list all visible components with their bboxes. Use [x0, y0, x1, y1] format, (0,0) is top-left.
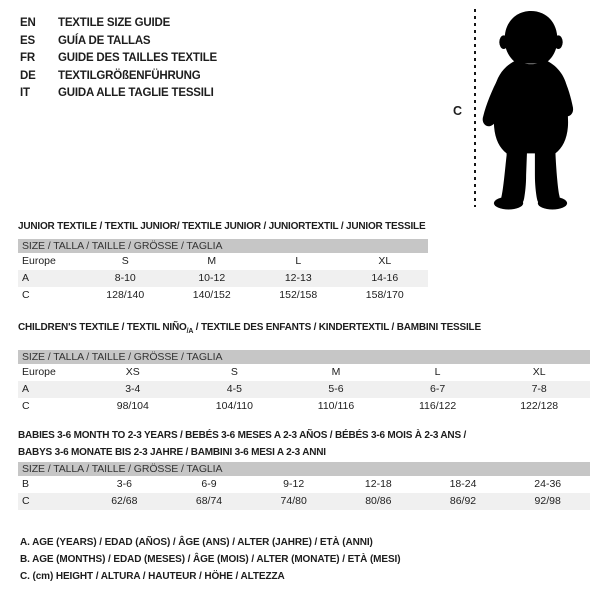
- table-cell: 3-4: [125, 383, 141, 395]
- guide-title-it: GUIDA ALLE TAGLIE TESSILI: [58, 87, 214, 99]
- table-cell: L: [295, 255, 302, 267]
- guide-title-de: TEXTILGRÖßENFÜHRUNG: [58, 69, 201, 82]
- junior-section-title: JUNIOR TEXTILE / TEXTIL JUNIOR/ TEXTILE JUNIOR / JUNIORTEXTIL / JUNIOR TESSILE: [18, 221, 426, 232]
- language-row-en: [20, 15, 217, 33]
- table-cell: 104/110: [215, 400, 253, 412]
- table-cell: 80/86: [365, 495, 392, 507]
- guide-title-fr: GUIDE DES TAILLES TEXTILE: [58, 52, 217, 64]
- table-cell: 6-9: [201, 478, 217, 490]
- table-cell: M: [207, 255, 217, 267]
- size-header-bar: SIZE / TALLA / TAILLE / GRÖSSE / TAGLIA: [18, 239, 428, 253]
- children-title-subscript: /A: [186, 328, 194, 335]
- height-figure: [450, 6, 598, 218]
- table-row-europe: [18, 253, 428, 270]
- table-row-height: [18, 493, 590, 510]
- table-cell: 6-7: [429, 383, 446, 395]
- table-cell: 116/122: [418, 400, 457, 412]
- table-cell: 18-24: [449, 478, 477, 490]
- language-row-de: [20, 68, 217, 86]
- table-cell: 92/98: [534, 495, 561, 507]
- language-row-it: [20, 85, 217, 103]
- table-row-europe: [18, 364, 590, 381]
- table-row-age: [18, 381, 590, 398]
- footnotes: [20, 534, 400, 585]
- toddler-silhouette-icon: [481, 9, 581, 210]
- footnote-age-years: A. AGE (YEARS) / EDAD (AÑOS) / ÂGE (ANS) / ALTER (JAHRE) / ETÀ (ANNI): [20, 537, 373, 548]
- table-cell: 10-12: [198, 272, 226, 284]
- language-code: EN: [20, 17, 36, 29]
- table-row-months: [18, 476, 590, 493]
- table-cell: 24-36: [534, 478, 562, 490]
- row-label: C: [22, 400, 30, 412]
- table-cell: 4-5: [226, 383, 242, 395]
- table-cell: S: [121, 255, 129, 267]
- row-label: A: [22, 272, 30, 284]
- size-header-bar: SIZE / TALLA / TAILLE / GRÖSSE / TAGLIA: [18, 462, 590, 476]
- table-cell: 5-6: [328, 383, 344, 395]
- table-row-age: [18, 270, 428, 287]
- height-measure-label: C: [453, 104, 463, 118]
- table-cell: 9-12: [283, 478, 305, 490]
- babies-section: [18, 428, 590, 510]
- children-title-text: / TEXTILE DES ENFANTS / KINDERTEXTIL / BAMBINI TESSILE: [193, 322, 481, 333]
- row-label: B: [22, 478, 30, 490]
- children-size-table: [18, 350, 590, 415]
- language-row-es: [20, 33, 217, 51]
- junior-table-body: [18, 253, 428, 304]
- junior-section: [18, 221, 428, 304]
- table-cell: 8-10: [114, 272, 136, 284]
- table-cell: 122/128: [520, 400, 559, 412]
- babies-title-line2: BABYS 3-6 MONATE BIS 2-3 JAHRE / BAMBINI 3-6 MESI A 2-3 ANNI: [18, 446, 326, 458]
- junior-size-table: [18, 239, 428, 304]
- table-cell: 68/74: [195, 495, 223, 507]
- table-cell: 3-6: [116, 478, 132, 490]
- table-row-height: [18, 398, 590, 415]
- table-cell: 152/158: [279, 289, 318, 301]
- row-label: Europe: [22, 366, 56, 378]
- table-cell: XS: [125, 366, 140, 378]
- babies-section-title: [18, 428, 590, 461]
- table-cell: 140/152: [192, 289, 231, 301]
- row-label: Europe: [22, 255, 56, 267]
- row-label: C: [22, 495, 30, 507]
- table-cell: L: [434, 366, 441, 378]
- children-section-title: [18, 322, 590, 338]
- table-cell: 7-8: [531, 383, 547, 395]
- language-row-fr: [20, 50, 217, 68]
- table-cell: 74/80: [280, 495, 307, 507]
- table-cell: 14-16: [371, 272, 399, 284]
- children-table-body: [18, 364, 590, 415]
- table-cell: 62/68: [111, 495, 138, 507]
- language-code: DE: [20, 69, 36, 82]
- children-section: [18, 322, 590, 415]
- children-title-text: CHILDREN'S TEXTILE / TEXTIL NIÑO: [18, 322, 187, 333]
- height-measure-dashed-line: [474, 9, 476, 207]
- table-cell: XL: [378, 255, 392, 267]
- row-label: C: [22, 289, 30, 301]
- table-cell: 12-13: [284, 272, 312, 284]
- footnote-height-cm: C. (cm) HEIGHT / ALTURA / HAUTEUR / HÖHE / ALTEZZA: [20, 571, 285, 582]
- table-cell: 86/92: [449, 495, 477, 507]
- language-list: [20, 15, 217, 103]
- babies-title-line1: BABIES 3-6 MONTH TO 2-3 YEARS / BEBÉS 3-6 MESES A 2-3 AÑOS / BÉBÉS 3-6 MOIS À 2-3 ANS /: [18, 430, 467, 441]
- table-cell: 158/170: [365, 289, 404, 301]
- language-code: FR: [20, 52, 35, 64]
- table-cell: M: [331, 366, 341, 378]
- table-row-height: [18, 287, 428, 304]
- language-code: IT: [20, 87, 30, 99]
- size-header-bar: SIZE / TALLA / TAILLE / GRÖSSE / TAGLIA: [18, 350, 590, 364]
- table-cell: 12-18: [364, 478, 392, 490]
- row-label: A: [22, 383, 30, 395]
- table-cell: S: [230, 366, 238, 378]
- table-cell: 110/116: [317, 400, 355, 412]
- table-cell: 98/104: [116, 400, 149, 412]
- babies-table-body: [18, 476, 590, 510]
- footnote-age-months: B. AGE (MONTHS) / EDAD (MESES) / ÂGE (MOIS) / ALTER (MONATE) / ETÀ (MESI): [20, 554, 401, 565]
- babies-size-table: [18, 462, 590, 510]
- guide-title-en: TEXTILE SIZE GUIDE: [58, 17, 171, 29]
- table-cell: XL: [532, 366, 546, 378]
- language-code: ES: [20, 34, 35, 47]
- table-cell: 128/140: [106, 289, 145, 301]
- guide-title-es: GUÍA DE TALLAS: [58, 34, 151, 47]
